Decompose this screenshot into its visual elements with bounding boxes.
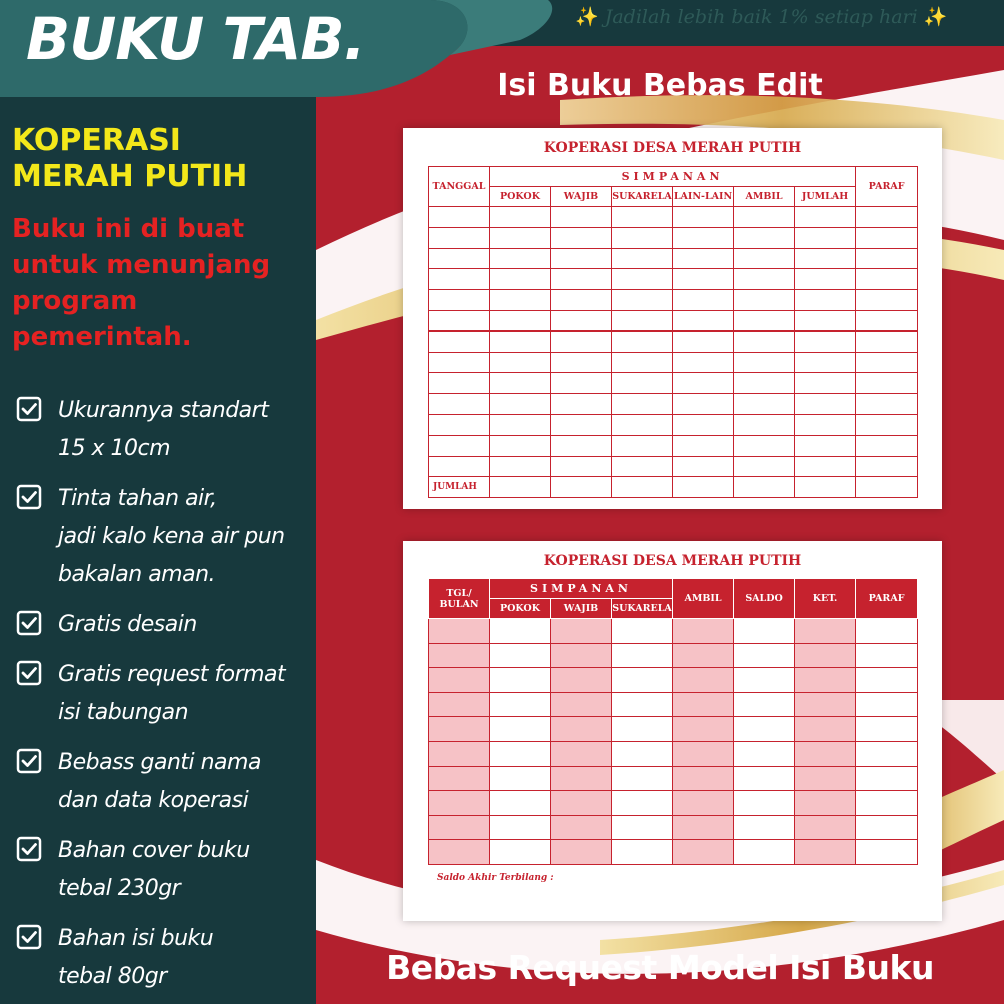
- ledger-cell: [612, 668, 673, 693]
- ledger-cell: [856, 741, 918, 766]
- ledger-cell: [795, 477, 856, 498]
- checkbox-icon: [16, 748, 42, 774]
- ledger-row: [429, 840, 918, 865]
- headline-line-1: KOPERASI: [12, 123, 181, 158]
- ledger-row: [429, 619, 918, 644]
- ledger-cell: [856, 840, 918, 865]
- ledger-cell: [429, 741, 490, 766]
- ledger-cell: [856, 435, 918, 456]
- ledger-cell: [429, 248, 490, 269]
- ledger-cell: [429, 717, 490, 742]
- ledger-cell: [856, 766, 918, 791]
- ledger-cell: [734, 619, 795, 644]
- headline: [12, 123, 312, 195]
- ledger-cell: [612, 269, 673, 290]
- ledger-cell: [429, 331, 490, 352]
- ledger-cell: [795, 692, 856, 717]
- ledger-cell: [856, 414, 918, 435]
- ledger-cell: [490, 477, 551, 498]
- ledger-cell: [673, 435, 734, 456]
- ledger-cell: [490, 414, 551, 435]
- ledger-cell: [429, 619, 490, 644]
- ledger-cell: [673, 477, 734, 498]
- ledger-cell: [856, 352, 918, 373]
- ledger-cell: [551, 435, 612, 456]
- ledger-row: [429, 741, 918, 766]
- ledger-cell: [856, 668, 918, 693]
- ledger-cell: [673, 352, 734, 373]
- col-jumlah: JUMLAH: [795, 187, 856, 207]
- ledger-page-1: [403, 128, 942, 509]
- col-ambil: AMBIL: [734, 187, 795, 207]
- ledger-cell: [612, 766, 673, 791]
- ledger-row: [429, 352, 918, 373]
- col-simpanan: SIMPANAN: [490, 579, 673, 599]
- col-lain-lain: LAIN-LAIN: [673, 187, 734, 207]
- ledger-cell: [551, 248, 612, 269]
- ledger-cell: [551, 310, 612, 331]
- ledger-cell: [612, 248, 673, 269]
- ledger-table-1: [428, 166, 918, 498]
- checkbox-icon: [16, 396, 42, 422]
- ledger-cell: [490, 456, 551, 477]
- ledger-cell: [551, 619, 612, 644]
- ledger-row: [429, 668, 918, 693]
- ledger-cell: [673, 414, 734, 435]
- col-saldo: SALDO: [734, 579, 795, 619]
- ledger-cell: [612, 290, 673, 311]
- ledger-cell: [734, 352, 795, 373]
- subhead: Buku ini di buat untuk menunjang program pemerintah.: [12, 214, 271, 352]
- ledger-row: [429, 766, 918, 791]
- ledger-cell: [856, 619, 918, 644]
- ledger-cell: [490, 373, 551, 394]
- ledger-cell: [551, 290, 612, 311]
- col-tgl-line-2: BULAN: [439, 598, 479, 610]
- ledger-cell: [856, 692, 918, 717]
- checkbox-icon: [16, 610, 42, 636]
- sparkle-icon: ✨: [923, 6, 948, 28]
- ledger-cell: [856, 717, 918, 742]
- tagline-text: Jadilah lebih baik 1% setiap hari: [604, 6, 918, 28]
- ledger-cell: [734, 815, 795, 840]
- ledger-cell: [673, 373, 734, 394]
- ledger-cell: [612, 352, 673, 373]
- ledger-cell: [490, 310, 551, 331]
- ledger-cell: [490, 227, 551, 248]
- ledger-cell: [551, 668, 612, 693]
- ledger-cell: [734, 290, 795, 311]
- feature-text: Gratis desain: [58, 612, 197, 637]
- col-paraf: PARAF: [856, 579, 918, 619]
- ledger-cell: [490, 741, 551, 766]
- ledger-row: [429, 717, 918, 742]
- brand-title: BUKU TAB.: [26, 5, 365, 73]
- ledger-cell: [734, 373, 795, 394]
- ledger-cell: [612, 717, 673, 742]
- ledger-cell: [856, 456, 918, 477]
- ledger-cell: [429, 766, 490, 791]
- ledger-cell: [734, 227, 795, 248]
- ledger-cell: [612, 373, 673, 394]
- ledger-cell: [673, 643, 734, 668]
- ledger-cell: [673, 717, 734, 742]
- feature-item: [16, 656, 312, 732]
- ledger-cell: [429, 269, 490, 290]
- ledger-cell: [490, 394, 551, 415]
- ledger-cell: [734, 435, 795, 456]
- ledger-cell: [734, 840, 795, 865]
- ledger-cell: [490, 435, 551, 456]
- ledger-cell: [795, 352, 856, 373]
- tagline: [575, 2, 995, 32]
- ledger-cell: [612, 310, 673, 331]
- ledger-cell: [734, 207, 795, 228]
- ledger-row: [429, 791, 918, 816]
- col-tgl-bulan: [429, 579, 490, 619]
- feature-list: [16, 392, 312, 1004]
- feature-item: [16, 920, 312, 996]
- col-paraf: PARAF: [856, 167, 918, 207]
- ledger-cell: [490, 815, 551, 840]
- ledger-cell: [856, 290, 918, 311]
- ledger-cell: [551, 394, 612, 415]
- ledger-title: KOPERASI DESA MERAH PUTIH: [543, 553, 802, 569]
- ledger-cell: [612, 840, 673, 865]
- ledger-cell: [612, 741, 673, 766]
- ledger-cell: [490, 352, 551, 373]
- ledger-cell: [734, 717, 795, 742]
- ledger-cell: [795, 394, 856, 415]
- ledger-cell: [612, 619, 673, 644]
- ledger-cell: [856, 207, 918, 228]
- checkbox-icon: [16, 924, 42, 950]
- ledger-cell: [795, 435, 856, 456]
- feature-item: [16, 744, 312, 820]
- ledger-cell: [612, 227, 673, 248]
- ledger-row: [429, 435, 918, 456]
- ledger-row: [429, 248, 918, 269]
- ledger-cell: [429, 643, 490, 668]
- ledger-cell: [856, 227, 918, 248]
- ledger-cell: [551, 269, 612, 290]
- ledger-cell: [856, 643, 918, 668]
- footer-jumlah-label: JUMLAH: [429, 477, 490, 498]
- ledger-cell: [734, 741, 795, 766]
- ledger-cell: [612, 331, 673, 352]
- ledger-cell: [734, 477, 795, 498]
- checkbox-icon: [16, 484, 42, 510]
- feature-text: Tinta tahan air, jadi kalo kena air pun bakalan aman.: [58, 486, 285, 587]
- ledger-cell: [551, 227, 612, 248]
- ledger-row: [429, 414, 918, 435]
- ledger-cell: [673, 394, 734, 415]
- ledger-cell: [612, 643, 673, 668]
- ledger-cell: [551, 791, 612, 816]
- ledger-row: [429, 394, 918, 415]
- ledger-cell: [490, 692, 551, 717]
- ledger-cell: [551, 414, 612, 435]
- checkbox-icon: [16, 660, 42, 686]
- ledger-cell: [612, 815, 673, 840]
- ledger-cell: [612, 435, 673, 456]
- ledger-cell: [429, 414, 490, 435]
- ledger-row: [429, 643, 918, 668]
- ledger-cell: [856, 310, 918, 331]
- headline-line-2: MERAH PUTIH: [12, 159, 248, 194]
- ledger-cell: [490, 248, 551, 269]
- ledger-row: [429, 207, 918, 228]
- ledger-cell: [429, 435, 490, 456]
- ledger-cell: [429, 815, 490, 840]
- ledger-cell: [856, 331, 918, 352]
- ledger-row: [429, 692, 918, 717]
- feature-text: Bahan cover buku tebal 230gr: [58, 838, 250, 901]
- ledger-cell: [429, 791, 490, 816]
- feature-item: [16, 832, 312, 908]
- ledger-cell: [673, 248, 734, 269]
- ledger-cell: [795, 668, 856, 693]
- ledger-cell: [612, 394, 673, 415]
- ledger-cell: [673, 207, 734, 228]
- ledger-cell: [734, 269, 795, 290]
- ledger-cell: [856, 373, 918, 394]
- section-title: Isi Buku Bebas Edit: [497, 68, 823, 103]
- col-sukarela: SUKARELA: [612, 187, 673, 207]
- feature-text: Gratis request format isi tabungan: [58, 662, 286, 725]
- ledger-cell: [551, 207, 612, 228]
- ledger-cell: [612, 692, 673, 717]
- ledger-cell: [795, 290, 856, 311]
- col-tanggal: TANGGAL: [429, 167, 490, 207]
- ledger-cell: [429, 692, 490, 717]
- ledger-page-2: [403, 541, 942, 921]
- col-simpanan: SIMPANAN: [490, 167, 856, 187]
- ledger-cell: [856, 791, 918, 816]
- ledger-cell: [795, 310, 856, 331]
- col-pokok: POKOK: [490, 599, 551, 619]
- col-ket: KET.: [795, 579, 856, 619]
- ledger-cell: [673, 456, 734, 477]
- ledger-cell: [673, 269, 734, 290]
- ledger-footer-row: [429, 477, 918, 498]
- ledger-cell: [490, 717, 551, 742]
- ledger-cell: [795, 643, 856, 668]
- left-panel: [0, 97, 316, 1004]
- ledger-cell: [856, 815, 918, 840]
- ledger-body-1: [429, 207, 918, 498]
- ledger-cell: [734, 394, 795, 415]
- ledger-cell: [429, 290, 490, 311]
- ledger-cell: [673, 840, 734, 865]
- sparkle-icon: ✨: [575, 6, 599, 28]
- ledger-cell: [795, 227, 856, 248]
- ledger-cell: [490, 668, 551, 693]
- ledger-cell: [795, 840, 856, 865]
- ledger-cell: [490, 290, 551, 311]
- ledger-cell: [612, 414, 673, 435]
- ledger-cell: [673, 227, 734, 248]
- ledger-cell: [734, 248, 795, 269]
- ledger-cell: [795, 331, 856, 352]
- ledger-row: [429, 815, 918, 840]
- ledger-cell: [734, 456, 795, 477]
- col-ambil: AMBIL: [673, 579, 734, 619]
- ledger-cell: [490, 331, 551, 352]
- ledger-cell: [795, 248, 856, 269]
- ledger-cell: [856, 394, 918, 415]
- ledger-cell: [490, 619, 551, 644]
- ledger-cell: [551, 815, 612, 840]
- ledger-row: [429, 456, 918, 477]
- ledger-cell: [490, 766, 551, 791]
- ledger-row: [429, 290, 918, 311]
- ledger-cell: [795, 373, 856, 394]
- ledger-cell: [551, 477, 612, 498]
- ledger-cell: [551, 352, 612, 373]
- ledger-cell: [673, 815, 734, 840]
- ledger-cell: [429, 668, 490, 693]
- ledger-cell: [429, 373, 490, 394]
- ledger-cell: [429, 840, 490, 865]
- ledger-table-2: [428, 578, 918, 865]
- ledger-cell: [490, 643, 551, 668]
- ledger-cell: [673, 310, 734, 331]
- ledger-cell: [795, 619, 856, 644]
- ledger-cell: [734, 310, 795, 331]
- ledger-cell: [734, 668, 795, 693]
- ledger-row: [429, 331, 918, 352]
- ledger-cell: [734, 692, 795, 717]
- ledger-cell: [551, 692, 612, 717]
- ledger-cell: [551, 717, 612, 742]
- ledger-cell: [795, 815, 856, 840]
- ledger-cell: [734, 791, 795, 816]
- ledger-cell: [795, 766, 856, 791]
- ledger-cell: [612, 477, 673, 498]
- ledger-cell: [856, 248, 918, 269]
- col-pokok: POKOK: [490, 187, 551, 207]
- feature-item: [16, 480, 312, 594]
- feature-item: [16, 392, 312, 468]
- ledger-cell: [551, 643, 612, 668]
- col-wajib: WAJIB: [551, 187, 612, 207]
- feature-text: Bahan isi buku tebal 80gr: [58, 926, 214, 989]
- checkbox-icon: [16, 836, 42, 862]
- ledger-row: [429, 269, 918, 290]
- ledger-cell: [490, 207, 551, 228]
- ledger-cell: [490, 269, 551, 290]
- ledger-cell: [612, 791, 673, 816]
- ledger-row: [429, 373, 918, 394]
- ledger-cell: [673, 619, 734, 644]
- ledger-cell: [490, 791, 551, 816]
- ledger-cell: [734, 414, 795, 435]
- ledger-cell: [429, 310, 490, 331]
- ledger-cell: [673, 741, 734, 766]
- feature-item: [16, 606, 312, 644]
- ledger-cell: [673, 791, 734, 816]
- ledger-cell: [795, 207, 856, 228]
- ledger-cell: [795, 741, 856, 766]
- ledger-cell: [673, 290, 734, 311]
- feature-text: Bebass ganti nama dan data koperasi: [58, 750, 261, 813]
- ledger-cell: [734, 643, 795, 668]
- ledger-cell: [551, 741, 612, 766]
- ledger-cell: [734, 331, 795, 352]
- col-tgl-line-1: TGL/: [446, 587, 472, 599]
- ledger-cell: [795, 414, 856, 435]
- ledger-body-2: [429, 619, 918, 865]
- ledger-cell: [856, 477, 918, 498]
- ledger-cell: [673, 692, 734, 717]
- ledger-cell: [490, 840, 551, 865]
- ledger-cell: [429, 456, 490, 477]
- ledger-cell: [429, 207, 490, 228]
- ledger-row: [429, 227, 918, 248]
- ledger-cell: [612, 207, 673, 228]
- ledger-cell: [673, 766, 734, 791]
- ledger-cell: [551, 840, 612, 865]
- col-sukarela: SUKARELA: [612, 599, 673, 619]
- ledger-row: [429, 310, 918, 331]
- ledger-title: KOPERASI DESA MERAH PUTIH: [543, 140, 802, 156]
- ledger-cell: [795, 269, 856, 290]
- ledger-cell: [795, 717, 856, 742]
- ledger-cell: [429, 352, 490, 373]
- saldo-note: Saldo Akhir Terbilang :: [437, 873, 554, 883]
- ledger-cell: [551, 331, 612, 352]
- ledger-cell: [551, 766, 612, 791]
- ledger-cell: [429, 227, 490, 248]
- ledger-cell: [734, 766, 795, 791]
- ledger-cell: [673, 331, 734, 352]
- ledger-cell: [673, 668, 734, 693]
- feature-text: Ukurannya standart 15 x 10cm: [58, 398, 269, 461]
- ledger-cell: [429, 394, 490, 415]
- ledger-cell: [856, 269, 918, 290]
- ledger-cell: [551, 373, 612, 394]
- bottom-title: Bebas Request Model Isi Buku: [386, 948, 934, 987]
- ledger-cell: [551, 456, 612, 477]
- col-wajib: WAJIB: [551, 599, 612, 619]
- ledger-cell: [795, 791, 856, 816]
- ledger-cell: [795, 456, 856, 477]
- ledger-cell: [612, 456, 673, 477]
